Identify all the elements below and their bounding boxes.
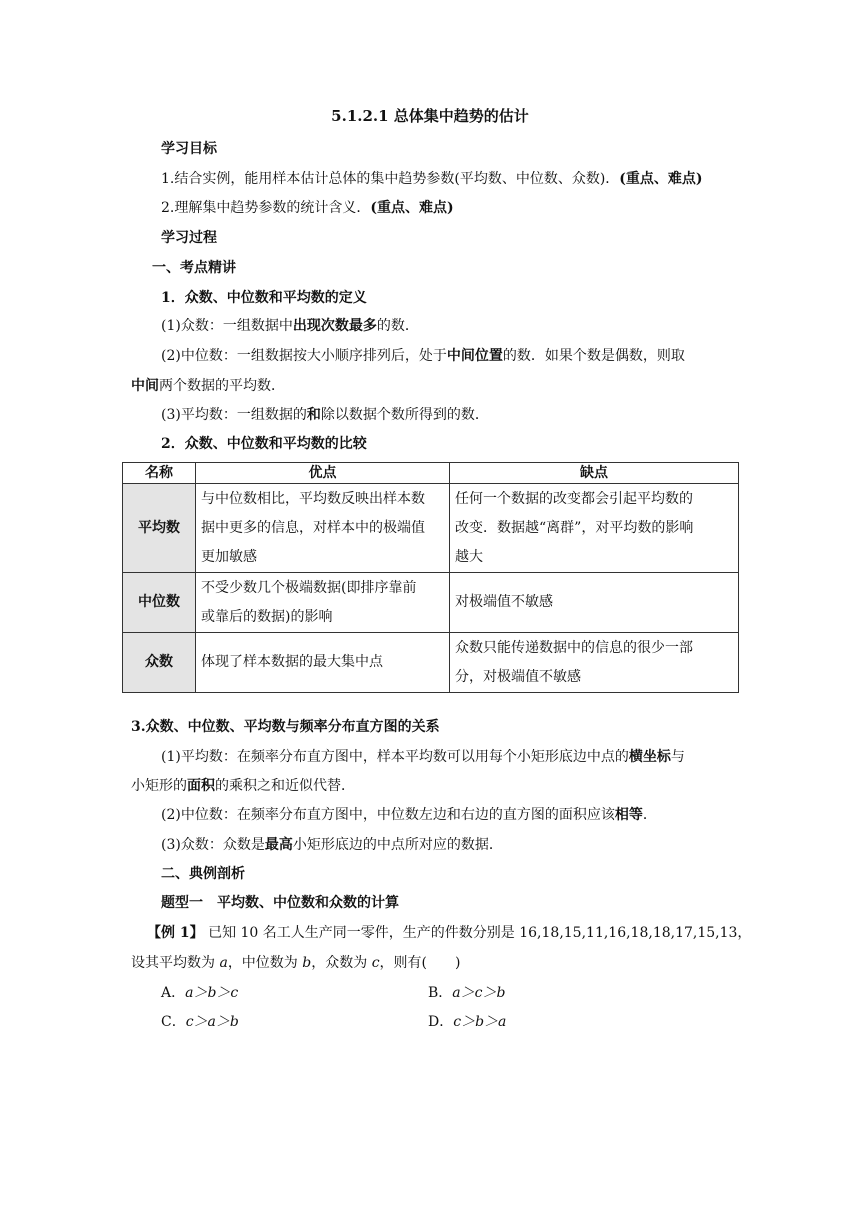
comparison-subheading: 2．众数、中位数和平均数的比较 [161, 436, 367, 452]
problem-type-heading: 题型一 平均数、中位数和众数的计算 [161, 895, 399, 911]
objective-1-text: 1.结合实例，能用样本估计总体的集中趋势参数(平均数、中位数、众数)． [161, 171, 620, 187]
table-header-name: 名称 [123, 463, 196, 484]
table-cell-pros: 体现了样本数据的最大集中点 [196, 633, 450, 693]
table-cell-name: 中位数 [123, 573, 196, 633]
definitions-subheading: 1．众数、中位数和平均数的定义 [161, 290, 367, 306]
table-cell-name: 平均数 [123, 484, 196, 573]
table-header-pros: 优点 [196, 463, 450, 484]
table-header-cons: 缺点 [450, 463, 739, 484]
objective-2-text: 2.理解集中趋势参数的统计含义． [161, 200, 371, 216]
document-title: 5.1.2.1 总体集中趋势的估计 [331, 107, 529, 125]
comparison-table [122, 462, 739, 693]
table-cell-cons: 众数只能传递数据中的信息的很少一部 分，对极端值不敏感 [450, 633, 739, 693]
table-header-row [123, 463, 739, 484]
histogram-mode: (3)众数：众数是最高小矩形底边的中点所对应的数据． [161, 837, 503, 853]
histogram-mean-line1: (1)平均数：在频率分布直方图中，样本平均数可以用每个小矩形底边中点的横坐标与 [161, 749, 685, 765]
example-1-line2: 设其平均数为 a，中位数为 b，众数为 c，则有( ) [131, 955, 461, 971]
example-1-label: 【例 1】 [147, 925, 204, 941]
objective-1 [161, 169, 703, 189]
objectives-heading: 学习目标 [161, 141, 217, 157]
option-c[interactable]: C．c＞a＞b [161, 1014, 239, 1030]
objective-2 [161, 198, 454, 218]
table-cell-pros: 与中位数相比，平均数反映出样本数 据中更多的信息，对样本中的极端值 更加敏感 [196, 484, 450, 573]
example-1-line1: 【例 1】 已知 10 名工人生产同一零件，生产的件数分别是 16,18,15,11,16,18,18,17,15,13， [147, 925, 752, 941]
median-definition-line2: 中间两个数据的平均数． [131, 378, 285, 394]
histogram-relation-heading: 3.众数、中位数、平均数与频率分布直方图的关系 [131, 719, 440, 735]
table-cell-name: 众数 [123, 633, 196, 693]
objective-1-tag: (重点、难点) [619, 171, 703, 187]
table-cell-pros: 不受少数几个极端数据(即排序靠前 或靠后的数据)的影响 [196, 573, 450, 633]
section1-heading: 一、考点精讲 [152, 260, 236, 276]
option-b[interactable]: B．a＞c＞b [428, 985, 506, 1001]
table-row-median [123, 573, 739, 633]
option-a[interactable]: A．a＞b＞c [161, 985, 239, 1001]
table-cell-cons: 任何一个数据的改变都会引起平均数的 改变．数据越“离群”，对平均数的影响 越大 [450, 484, 739, 573]
table-row-mean [123, 484, 739, 573]
histogram-median: (2)中位数：在频率分布直方图中，中位数左边和右边的直方图的面积应该相等． [161, 807, 657, 823]
median-definition-line1: (2)中位数：一组数据按大小顺序排列后，处于中间位置的数．如果个数是偶数，则取 [161, 348, 685, 364]
section2-heading: 二、典例剖析 [161, 866, 245, 882]
mode-definition: (1)众数：一组数据中出现次数最多的数． [161, 318, 419, 334]
histogram-mean-line2: 小矩形的面积的乘积之和近似代替． [131, 778, 355, 794]
mean-definition: (3)平均数：一组数据的和除以数据个数所得到的数． [161, 407, 489, 423]
objective-2-tag: (重点、难点) [370, 200, 454, 216]
option-d[interactable]: D．c＞b＞a [428, 1014, 507, 1030]
process-heading: 学习过程 [161, 230, 217, 246]
table-row-mode [123, 633, 739, 693]
table-cell-cons: 对极端值不敏感 [450, 573, 739, 633]
